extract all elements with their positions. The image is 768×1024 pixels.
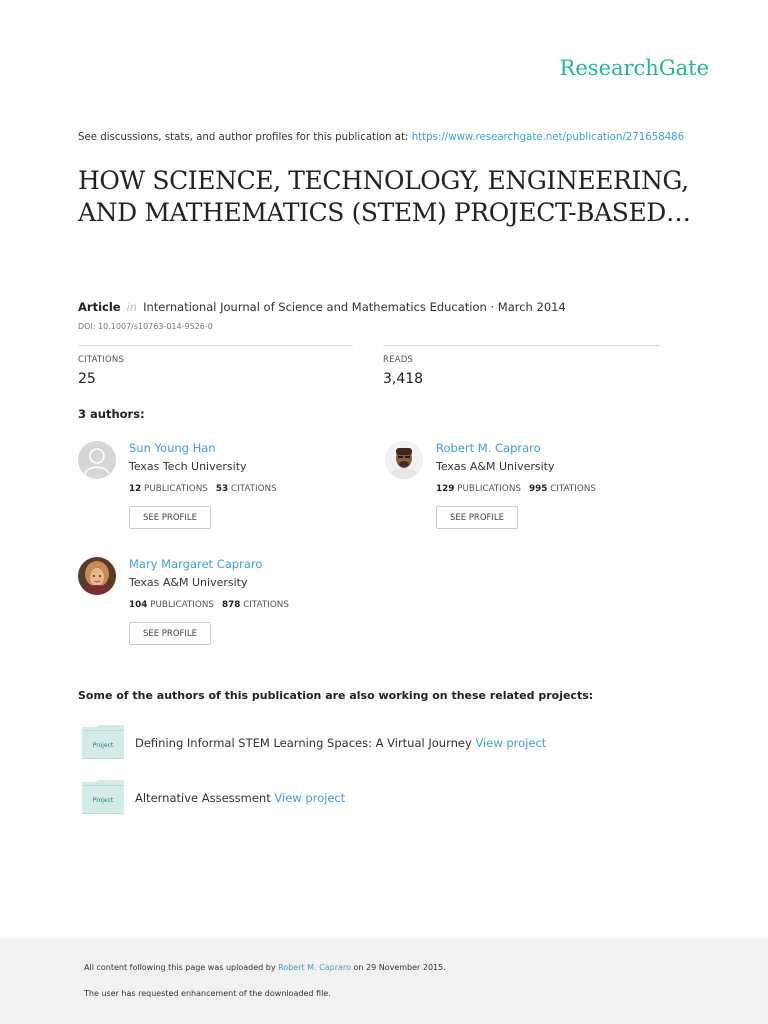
author-name-link[interactable]: Sun Young Han (129, 441, 216, 455)
author-card (78, 557, 378, 657)
publications-count: 12 (129, 484, 142, 494)
project-text (135, 791, 345, 805)
default-avatar-icon[interactable] (78, 441, 116, 479)
view-project-link[interactable]: View project (274, 791, 346, 805)
author-photo-avatar[interactable] (78, 557, 116, 595)
author-stats (129, 484, 277, 494)
see-profile-button[interactable]: SEE PROFILE (436, 506, 518, 529)
citations-label: CITATIONS (78, 355, 125, 365)
publications-label: PUBLICATIONS (144, 484, 208, 494)
project-item (82, 725, 582, 759)
view-project-link[interactable]: View project (475, 736, 547, 750)
author-institution: Texas Tech University (129, 460, 247, 473)
author-stats (436, 484, 596, 494)
author-institution: Texas A&M University (436, 460, 555, 473)
project-folder-icon (82, 725, 124, 759)
upload-info (84, 963, 446, 972)
author-name-link[interactable]: Robert M. Capraro (436, 441, 541, 455)
upload-prefix: All content following this page was uploaded by (84, 963, 276, 972)
author-citations-count: 53 (215, 484, 229, 494)
project-icon-label: Project (92, 797, 114, 804)
publication-venue: International Journal of Science and Mathematics Education · March 2014 (143, 300, 566, 314)
project-folder-icon (82, 780, 124, 814)
project-title: Defining Informal STEM Learning Spaces: A Virtual Journey (135, 736, 472, 750)
related-projects-heading: Some of the authors of this publication are also working on these related projects: (78, 689, 594, 702)
reads-divider (383, 345, 660, 346)
uploader-link[interactable]: Robert M. Capraro (278, 963, 351, 972)
authors-heading: 3 authors: (78, 407, 145, 421)
citations-divider (78, 345, 353, 346)
author-card (78, 441, 378, 541)
author-name-link[interactable]: Mary Margaret Capraro (129, 557, 263, 571)
project-icon-label: Project (92, 742, 114, 749)
publications-count: 104 (129, 600, 148, 610)
footer (0, 938, 768, 1024)
author-citations-label: CITATIONS (243, 600, 289, 610)
upload-suffix: on 29 November 2015. (353, 963, 446, 972)
publication-title: HOW SCIENCE, TECHNOLOGY, ENGINEERING, AND MATHEMATICS (STEM) PROJECT-BASED… (78, 166, 691, 227)
publications-count: 129 (436, 484, 455, 494)
author-card (385, 441, 685, 541)
citations-count: 25 (78, 371, 96, 387)
researchgate-logo[interactable]: ResearchGate (559, 56, 709, 80)
author-citations-label: CITATIONS (550, 484, 596, 494)
enhancement-note: The user has requested enhancement of the downloaded file. (84, 989, 331, 998)
author-stats (129, 600, 289, 610)
discussion-line (78, 132, 684, 143)
author-photo-avatar[interactable] (385, 441, 423, 479)
reads-count: 3,418 (383, 371, 424, 387)
publication-meta (78, 300, 566, 314)
author-institution: Texas A&M University (129, 576, 248, 589)
see-profile-button[interactable]: SEE PROFILE (129, 622, 211, 645)
publication-type: Article (78, 300, 121, 314)
reads-label: READS (383, 355, 414, 365)
author-citations-count: 878 (221, 600, 241, 610)
in-label: in (126, 300, 138, 314)
publications-label: PUBLICATIONS (150, 600, 214, 610)
discussion-text: See discussions, stats, and author profiles for this publication at: (78, 132, 412, 143)
publications-label: PUBLICATIONS (457, 484, 521, 494)
see-profile-button[interactable]: SEE PROFILE (129, 506, 211, 529)
project-text (135, 736, 546, 750)
author-citations-label: CITATIONS (230, 484, 277, 494)
project-item (82, 780, 582, 814)
author-citations-count: 995 (528, 484, 548, 494)
publication-doi: DOI: 10.1007/s10763-014-9526-0 (78, 322, 213, 331)
project-title: Alternative Assessment (135, 791, 271, 805)
publication-url-link[interactable]: https://www.researchgate.net/publication/271658486 (411, 132, 685, 143)
